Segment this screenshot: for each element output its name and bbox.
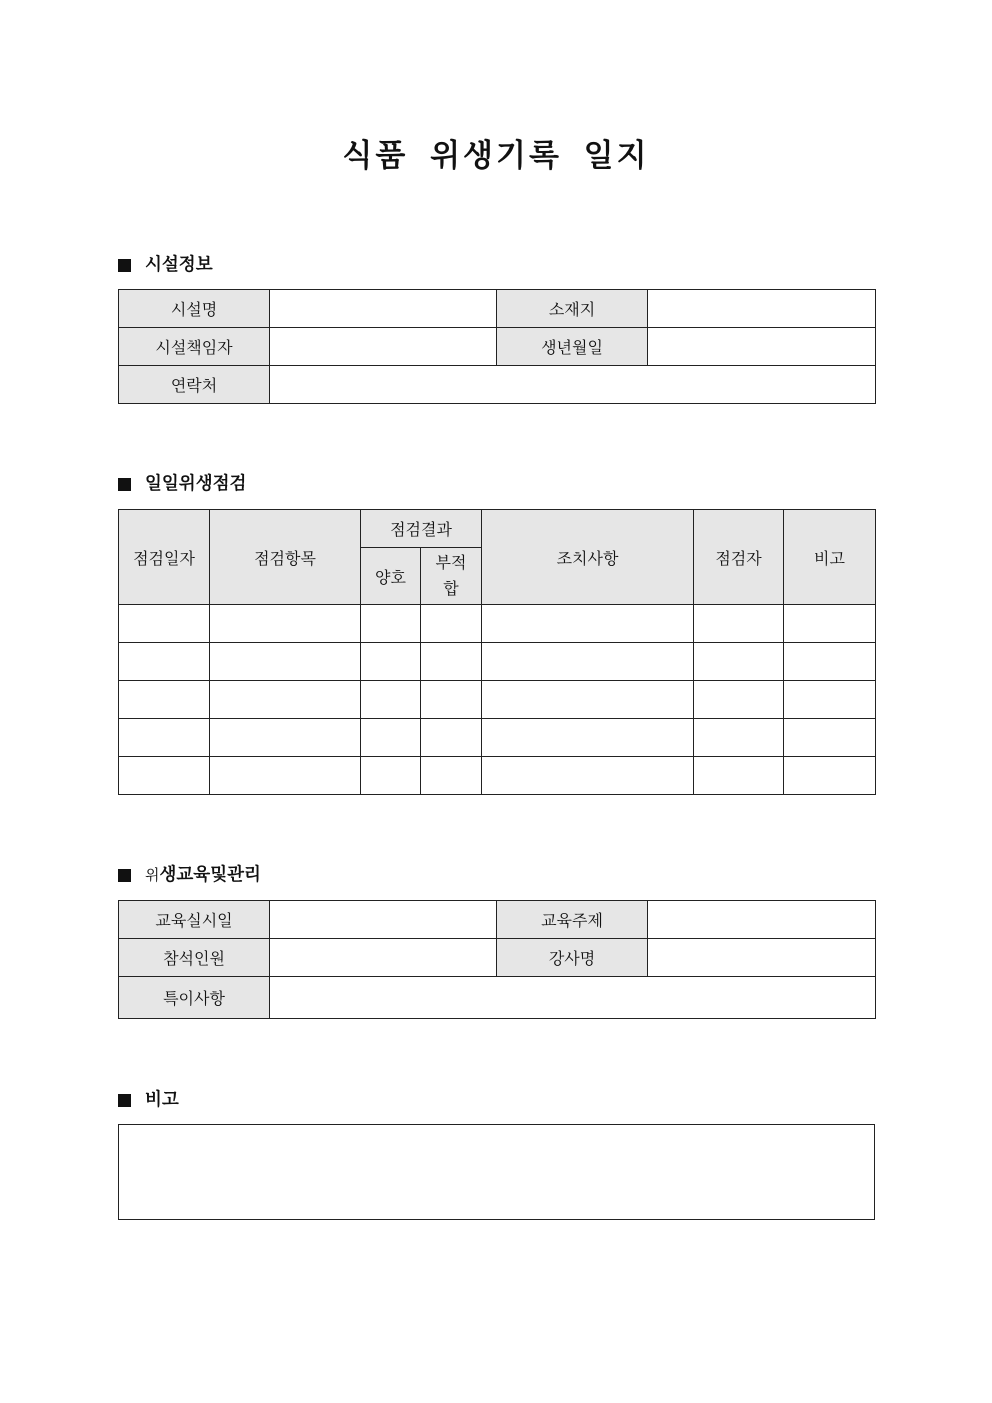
note-cell[interactable] [784,605,876,643]
good-cell[interactable] [361,757,421,795]
inspection-date-header: 점검일자 [119,510,210,605]
bad-header-line-1: 부적 [435,553,467,572]
manager-label: 시설책임자 [119,328,270,366]
bad-header [421,548,482,605]
bad-cell[interactable] [421,757,482,795]
item-cell[interactable] [210,605,361,643]
inspector-cell[interactable] [694,719,784,757]
inspector-cell[interactable] [694,643,784,681]
inspection-item-header: 점검항목 [210,510,361,605]
note-cell[interactable] [784,681,876,719]
education-date-label: 교육실시일 [119,901,270,939]
note-cell[interactable] [784,757,876,795]
education-topic-label: 교육주제 [497,901,648,939]
good-cell[interactable] [361,605,421,643]
attendees-label: 참석인원 [119,939,270,977]
action-cell[interactable] [482,681,694,719]
good-header: 양호 [361,548,421,605]
facility-name-label: 시설명 [119,290,270,328]
inspector-cell[interactable] [694,757,784,795]
page-title: 식품 위생기록 일지 [342,138,650,174]
section-heading-inspection [118,472,246,496]
date-cell[interactable] [119,757,210,795]
inspector-cell[interactable] [694,681,784,719]
remarks-label: 특이사항 [119,977,270,1019]
birth-date-label: 생년월일 [497,328,648,366]
bad-header-line-2: 합 [443,579,459,598]
contact-field[interactable] [270,366,876,404]
education-topic-field[interactable] [648,901,876,939]
education-date-field[interactable] [270,901,497,939]
bad-cell[interactable] [421,605,482,643]
item-cell[interactable] [210,757,361,795]
facility-table [118,289,876,404]
square-bullet-icon [118,1094,131,1107]
remarks-field[interactable] [270,977,876,1019]
good-cell[interactable] [361,643,421,681]
instructor-field[interactable] [648,939,876,977]
section-heading-text: 생교육및관리 [159,865,261,885]
table-row [119,719,876,757]
action-cell[interactable] [482,719,694,757]
contact-label: 연락처 [119,366,270,404]
section-heading-text: 비고 [145,1090,179,1110]
section-heading-text: 시설정보 [145,255,213,275]
inspection-table [118,509,876,795]
action-cell[interactable] [482,605,694,643]
section-heading-education [118,863,261,887]
location-label: 소재지 [497,290,648,328]
square-bullet-icon [118,259,131,272]
date-cell[interactable] [119,643,210,681]
attendees-field[interactable] [270,939,497,977]
note-cell[interactable] [784,719,876,757]
action-cell[interactable] [482,757,694,795]
date-cell[interactable] [119,605,210,643]
item-cell[interactable] [210,719,361,757]
date-cell[interactable] [119,681,210,719]
education-table [118,900,876,1019]
square-bullet-icon [118,478,131,491]
table-row [119,643,876,681]
bad-cell[interactable] [421,643,482,681]
inspector-header: 점검자 [694,510,784,605]
manager-field[interactable] [270,328,497,366]
section-heading-facility [118,253,213,277]
bad-cell[interactable] [421,681,482,719]
good-cell[interactable] [361,719,421,757]
inspector-cell[interactable] [694,605,784,643]
action-cell[interactable] [482,643,694,681]
table-row [119,605,876,643]
table-row [119,757,876,795]
facility-name-field[interactable] [270,290,497,328]
item-cell[interactable] [210,643,361,681]
section-heading-memo [118,1088,179,1112]
bad-cell[interactable] [421,719,482,757]
action-header: 조치사항 [482,510,694,605]
item-cell[interactable] [210,681,361,719]
memo-box[interactable] [118,1124,875,1220]
date-cell[interactable] [119,719,210,757]
section-heading-prefix: 위 [145,866,160,884]
note-cell[interactable] [784,643,876,681]
note-header: 비고 [784,510,876,605]
inspection-result-header: 점검결과 [361,510,482,548]
square-bullet-icon [118,869,131,882]
birth-date-field[interactable] [648,328,876,366]
table-row [119,681,876,719]
good-cell[interactable] [361,681,421,719]
section-heading-text: 일일위생점검 [145,474,247,494]
instructor-label: 강사명 [497,939,648,977]
location-field[interactable] [648,290,876,328]
